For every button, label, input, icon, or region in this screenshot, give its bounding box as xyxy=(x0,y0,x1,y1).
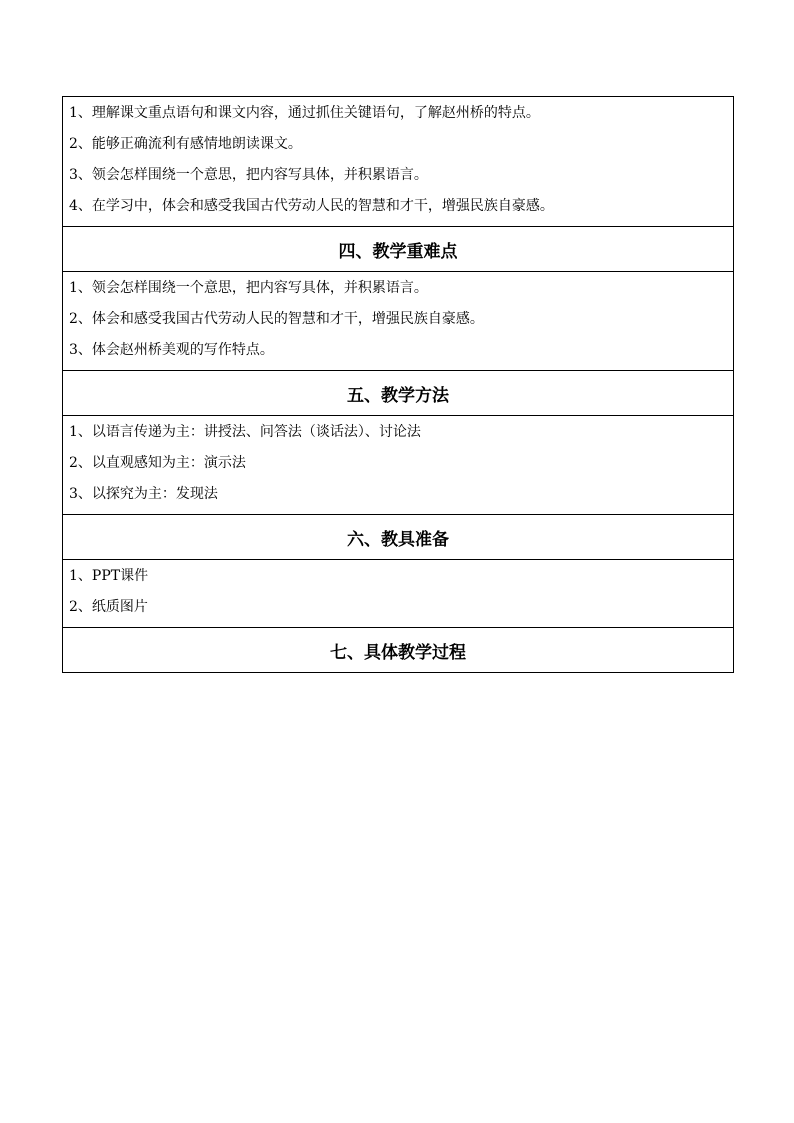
materials-heading: 六、教具准备 xyxy=(63,515,734,560)
key-points-row xyxy=(63,272,734,371)
objective-item-3: 3、领会怎样围绕一个意思，把内容写具体，并积累语言。 xyxy=(69,167,428,183)
lesson-plan-table xyxy=(62,96,734,673)
objectives-row xyxy=(63,97,734,227)
objectives-cell xyxy=(63,97,734,227)
materials-heading-row xyxy=(63,515,734,560)
method-item-2: 2、以直观感知为主：演示法 xyxy=(69,455,246,471)
process-heading: 七、具体教学过程 xyxy=(63,628,734,673)
material-item-2: 2、纸质图片 xyxy=(69,599,148,615)
objective-item-4: 4、在学习中，体会和感受我国古代劳动人民的智慧和才干，增强民族自豪感。 xyxy=(69,198,554,214)
key-points-cell xyxy=(63,272,734,371)
material-item-1: 1、PPT课件 xyxy=(69,568,149,584)
process-heading-row xyxy=(63,628,734,673)
key-points-heading: 四、教学重难点 xyxy=(63,227,734,272)
key-point-item-2: 2、体会和感受我国古代劳动人民的智慧和才干，增强民族自豪感。 xyxy=(69,311,484,327)
key-point-item-1: 1、领会怎样围绕一个意思，把内容写具体，并积累语言。 xyxy=(69,280,428,296)
methods-cell xyxy=(63,416,734,515)
methods-row xyxy=(63,416,734,515)
materials-cell xyxy=(63,560,734,628)
key-point-item-3: 3、体会赵州桥美观的写作特点。 xyxy=(69,342,274,358)
objective-item-2: 2、能够正确流利有感情地朗读课文。 xyxy=(69,136,302,152)
methods-heading: 五、教学方法 xyxy=(63,371,734,416)
method-item-3: 3、以探究为主：发现法 xyxy=(69,486,218,502)
materials-row xyxy=(63,560,734,628)
methods-heading-row xyxy=(63,371,734,416)
method-item-1: 1、以语言传递为主：讲授法、问答法（谈话法）、讨论法 xyxy=(69,424,421,440)
key-points-heading-row xyxy=(63,227,734,272)
objective-item-1: 1、理解课文重点语句和课文内容，通过抓住关键语句，了解赵州桥的特点。 xyxy=(69,105,540,121)
